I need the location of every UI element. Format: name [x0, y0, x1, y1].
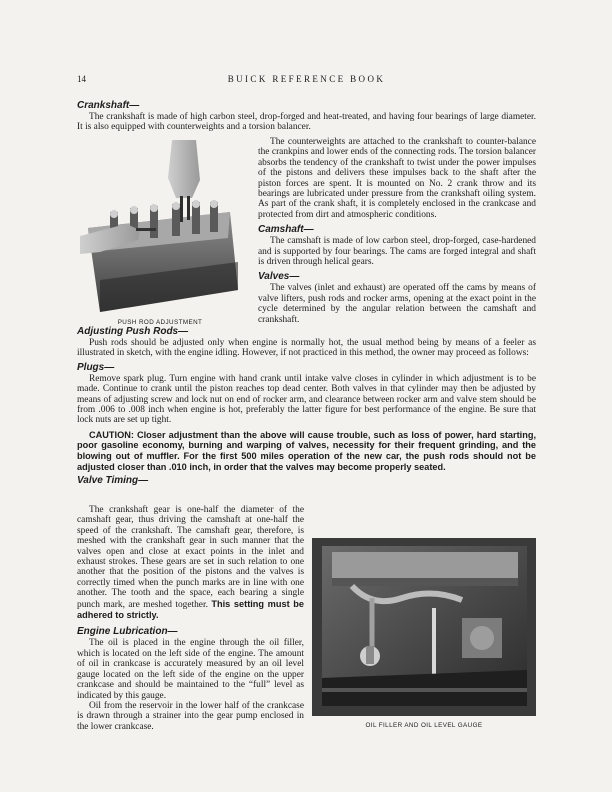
engine-lubrication-paragraph-1: The oil is placed in the engine through the oil filler, which is located on the left side of the engine. The amount of oil in crankcase is accurately measured by an oil level gauge located on the left side of the engine on the upper crankcase and should be maintained to the “full” level as indicated by this gauge. [77, 638, 304, 701]
plugs-paragraph: Remove spark plug. Turn engine with hand crank until intake valve closes in cylinder in which adjustment is to be made. Continue to crank until the piston reaches top dead center. Both valves in that cylinder may then be adjusted by means of adjusting screw and lock nut on end of rocker arm, and clearance between rocker arm and valve stem should be from .006 to .008 inch when engine is hot, preferably the latter figure for best performance of the engine. Be sure that lock nuts are set up tight. [77, 373, 536, 426]
oil-filler-photo [312, 538, 536, 716]
engine-lubrication-paragraph-2: Oil from the reservoir in the lower half of the crankcase is drawn through a strainer into the gear pump enclosed in the lower crankcase. [77, 700, 304, 732]
adjusting-push-rods-paragraph: Push rods should be adjusted only when engine is normally hot, the usual method being by means of a feeler as illustrated in sketch, with the engine idling. However, if not practiced in this method, the owner may proceed as follows: [77, 338, 536, 359]
valve-timing-heading: Valve Timing— [77, 475, 149, 487]
crankshaft-section [77, 100, 536, 133]
caution-notice: CAUTION: Closer adjustment than the above will cause trouble, such as loss of power, hard starting, poor gasoline economy, burning and warping of valves, necessity for their frequent grinding, and the blowing out of muffler. For the first 500 miles operation of the new car, the push rods should not be adjusted closer than .010 inch, in order that the valves may become properly seated. [77, 429, 536, 472]
crankshaft-paragraph-2: The counterweights are attached to the crankshaft to counter-balance the crankpins and lower ends of the connecting rods. The torsion balancer absorbs the tendency of the crankshaft to twist under the power impulses of the pistons and delivers these impulses back to the shaft after the piston forces are spent. It is mounted on No. 2 crank throw and its bearings are lubricated under pressure from the crankshaft oiling system. As part of the crank shaft, it is completely enclosed in the crankcase and protected from dirt and atmospheric conditions. [258, 137, 536, 220]
page-number: 14 [77, 74, 86, 84]
oil-filler-caption: OIL FILLER AND OIL LEVEL GAUGE [365, 722, 483, 729]
valve-timing-emphasis: This setting must be adhered to strictly. [77, 598, 304, 621]
push-rod-adjustment-caption: PUSH ROD ADJUSTMENT [117, 319, 203, 326]
running-head [77, 74, 536, 88]
crankshaft-heading: Crankshaft— [77, 100, 140, 111]
valve-timing-text: The crankshaft gear is one-half the diameter of the camshaft gear, thus driving the camshaft at one-half the speed of the crankshaft. The camshaft gear, therefore, is meshed with the crankshaft gear in such manner that the valves open and close at exact points in the inlet and exhaust strokes. These gears are set in such relation to one another that the position of the pistons and the valves is correctly timed when the punch marks are in line with one another. The tooth and the space, each bearing a single punch mark, are meshed together. [77, 505, 304, 610]
camshaft-paragraph: The camshaft is made of low carbon steel, drop-forged, case-hardened and is supported by four bearings. The cams are forged integral and shaft is driven through helical gears. [258, 236, 536, 268]
oil-filler-illustration [312, 538, 536, 716]
push-rod-adjustment-photo [80, 140, 240, 315]
adjustment-section [77, 326, 536, 487]
engine-lubrication-heading: Engine Lubrication— [77, 626, 178, 638]
valves-heading: Valves— [258, 271, 300, 283]
book-title: BUICK REFERENCE BOOK [227, 74, 386, 84]
right-column [258, 137, 536, 325]
push-rod-adjustment-illustration [80, 140, 240, 315]
camshaft-heading: Camshaft— [258, 224, 314, 236]
plugs-heading: Plugs— [77, 361, 115, 373]
adjusting-push-rods-heading: Adjusting Push Rods— [77, 326, 189, 337]
valves-paragraph: The valves (inlet and exhaust) are operated off the cams by means of valve lifters, push rods and rocker arms, opening at the exact point in the cycle determined by the angular relation between the camshaft and crankshaft. [258, 283, 536, 325]
crankshaft-paragraph-1: The crankshaft is made of high carbon steel, drop-forged and heat-treated, and having four bearings of large diameter. It is also equipped with counterweights and a torsion balancer. [77, 112, 536, 133]
